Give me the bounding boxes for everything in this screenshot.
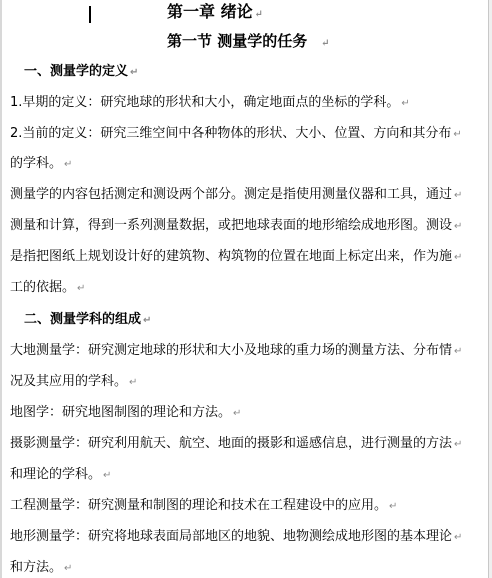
paragraph-mark-icon: ↵ bbox=[454, 252, 463, 263]
text-line bbox=[10, 497, 482, 516]
section-heading bbox=[10, 311, 482, 330]
line-text: 一、测量学的定义 bbox=[24, 64, 129, 79]
chapter-title bbox=[0, 3, 492, 24]
paragraph-mark-icon: ↵ bbox=[129, 377, 138, 388]
line-text: 1.早期的定义：研究地球的形状和大小，确定地面点的坐标的学科。 bbox=[10, 95, 400, 110]
line-text: 大地测量学：研究测定地球的形状和大小及地球的重力场的测量方法、分布情 bbox=[10, 343, 453, 358]
text-line bbox=[10, 435, 482, 454]
section-title-text: 第一节 测量学的任务 bbox=[167, 32, 308, 50]
line-text: 测量和计算，得到一系列测量数据，或把地球表面的地形缩绘成地形图。测设 bbox=[10, 218, 453, 233]
text-line bbox=[10, 125, 482, 144]
paragraph-mark-icon: ↵ bbox=[103, 470, 112, 481]
text-line bbox=[10, 186, 482, 205]
page-left-border bbox=[0, 0, 2, 578]
text-line bbox=[10, 279, 482, 298]
line-text: 和方法。 bbox=[10, 560, 63, 575]
line-text: 摄影测量学：研究利用航天、航空、地面的摄影和遥感信息，进行测量的方法 bbox=[10, 436, 453, 451]
paragraph-mark-icon: ↵ bbox=[401, 98, 410, 109]
line-text: 测量学的内容包括测定和测设两个部分。测定是指使用测量仪器和工具，通过 bbox=[10, 187, 453, 202]
text-line bbox=[10, 373, 482, 392]
vertical-scrollbar[interactable] bbox=[488, 0, 492, 578]
section-title bbox=[0, 32, 492, 53]
line-text: 况及其应用的学科。 bbox=[10, 374, 128, 389]
paragraph-mark-icon: ↵ bbox=[77, 283, 86, 294]
paragraph-mark-icon: ↵ bbox=[389, 501, 398, 512]
paragraph-mark-icon: ↵ bbox=[64, 563, 73, 574]
paragraph-mark-icon: ↵ bbox=[454, 346, 463, 357]
paragraph-mark-icon: ↵ bbox=[454, 532, 463, 543]
line-text: 工程测量学：研究测量和制图的理论和技术在工程建设中的应用。 bbox=[10, 498, 388, 513]
chapter-title-text: 第一章 绪论 bbox=[167, 2, 253, 21]
paragraph-mark-icon: ↵ bbox=[143, 315, 152, 326]
text-line bbox=[10, 528, 482, 547]
text-line bbox=[10, 217, 482, 236]
paragraph-mark-icon: ↵ bbox=[454, 190, 463, 201]
text-line bbox=[10, 342, 482, 361]
paragraph-mark-icon: ↵ bbox=[233, 408, 242, 419]
line-text: 工的依据。 bbox=[10, 280, 76, 295]
line-text: 地形测量学：研究将地球表面局部地区的地貌、地物测绘成地形图的基本理论 bbox=[10, 529, 453, 544]
paragraph-mark-icon: ↵ bbox=[453, 129, 462, 140]
text-line bbox=[10, 559, 482, 578]
text-line bbox=[10, 248, 482, 267]
line-text: 二、测量学科的组成 bbox=[24, 312, 142, 327]
text-line bbox=[10, 466, 482, 485]
paragraph-mark-icon: ↵ bbox=[454, 221, 463, 232]
paragraph-mark-icon: ↵ bbox=[321, 38, 330, 49]
paragraph-mark-icon: ↵ bbox=[454, 439, 463, 450]
paragraph-mark-icon: ↵ bbox=[64, 159, 73, 170]
line-text: 的学科。 bbox=[10, 156, 63, 171]
paragraph-mark-icon: ↵ bbox=[254, 9, 263, 20]
line-text: 2.当前的定义：研究三维空间中各种物体的形状、大小、位置、方向和其分布 bbox=[10, 126, 452, 141]
line-text: 和理论的学科。 bbox=[10, 467, 102, 482]
text-line bbox=[10, 155, 482, 174]
line-text: 是指把图纸上规划设计好的建筑物、构筑物的位置在地面上标定出来，作为施 bbox=[10, 249, 453, 264]
text-line bbox=[10, 404, 482, 423]
section-heading bbox=[10, 63, 482, 82]
text-line bbox=[10, 94, 482, 113]
paragraph-mark-icon: ↵ bbox=[130, 67, 139, 78]
line-text: 地图学：研究地图制图的理论和方法。 bbox=[10, 405, 232, 420]
